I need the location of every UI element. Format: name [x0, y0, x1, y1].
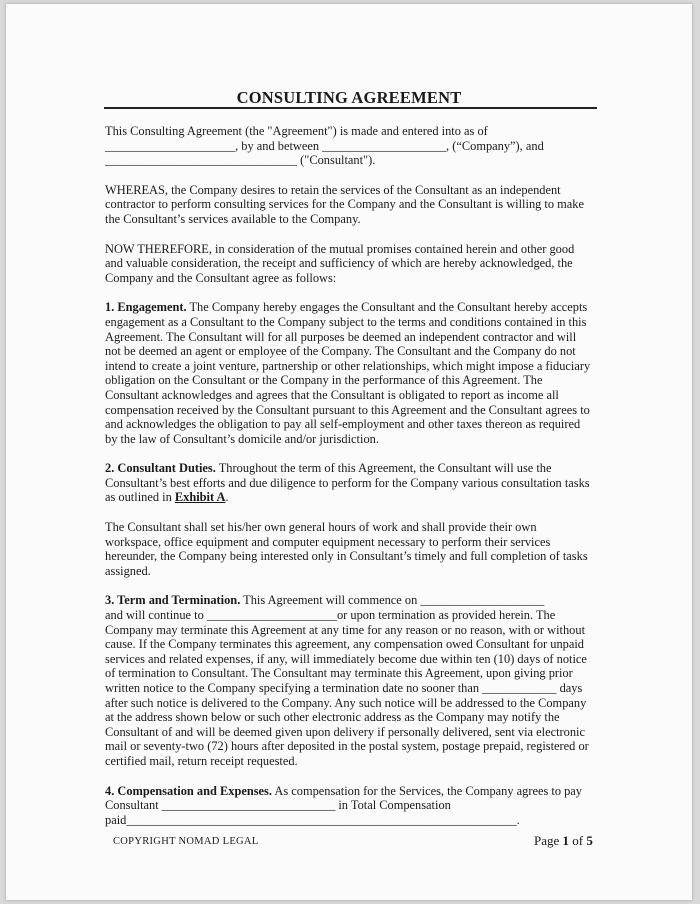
engagement-section: [105, 300, 605, 446]
text-line: 1. Engagement. The Company hereby engages the Consultant and the Consultant hereby accepts: [105, 300, 588, 315]
text-line: _____________________, by and between ____________________, (“Company”), and: [105, 138, 544, 153]
footer-copyright: COPYRIGHT NOMAD LEGAL: [113, 836, 259, 847]
text-line: cause. If the Company terminates this agreement, any compensation owed Consultant for unpaid: [105, 637, 584, 652]
document-title: CONSULTING AGREEMENT: [236, 88, 462, 107]
text-line: after such notice is delivered to the Company. Any such notice will be addressed to the Company: [105, 695, 587, 710]
section-heading: 2. Consultant Duties.: [105, 461, 216, 476]
text-line: of termination to Consultant. The Consultant may terminate this Agreement, upon giving prior: [105, 666, 573, 681]
text-line: certified mail, return receipt requested.: [105, 753, 298, 768]
text-line: 2. Consultant Duties. Throughout the term of this Agreement, the Consultant will use the: [105, 461, 552, 476]
text-line: Company may terminate this Agreement at any time for any reason or no reason, with or without: [105, 622, 586, 637]
preamble-paragraph: [105, 124, 605, 168]
text-line: assigned.: [105, 563, 151, 578]
text-line: not be deemed an agent or employee of the Company. The Consultant and the Company do not: [105, 344, 576, 359]
text-line: workspace, office equipment and computer equipment necessary to perform their services: [105, 534, 551, 549]
text-line: the Consultant’s services available to the Company.: [105, 211, 361, 226]
document-body: [105, 124, 605, 827]
text-line: engagement as a Consultant to the Company subject to the terms and conditions contained in this: [105, 314, 587, 329]
text-line: Consultant acknowledges and agrees that the Consultant is obligated to report as income all: [105, 387, 559, 402]
text-line: Company and the Consultant agree as follows:: [105, 270, 337, 285]
text-line: _______________________________ ("Consultant").: [105, 153, 376, 168]
text-line: 4. Compensation and Expenses. As compensation for the Services, the Company agrees to pay: [105, 783, 583, 798]
text-line: obligation on the Consultant or the Company in the performance of this Agreement. The: [105, 373, 543, 388]
text-line: 3. Term and Termination. This Agreement will commence on ____________________: [105, 593, 545, 608]
text-line: and will continue to _____________________or upon termination as provided herein. The: [105, 608, 556, 623]
text-line: as outlined in Exhibit A.: [105, 490, 229, 505]
text-line: The Consultant shall set his/her own general hours of work and shall provide their own: [105, 520, 537, 535]
text-line: services and related expenses, if any, will immediately become due within ten (10) days of notice: [105, 651, 587, 666]
document-page: [6, 4, 692, 900]
whereas-paragraph: [105, 183, 605, 227]
text-line: Consultant’s best efforts and due diligence to perform for the Company various consultation tasks: [105, 475, 590, 490]
text-line: This Consulting Agreement (the "Agreement") is made and entered into as of: [105, 124, 488, 138]
text-line: Agreement. The Consultant will for all purposes be deemed an independent contractor and will: [105, 329, 577, 344]
text-line: and valuable consideration, the receipt and sufficiency of which are hereby acknowledged, the: [105, 256, 573, 271]
text-line: and acknowledges the obligation to pay all self-employment and other taxes thereon as required: [105, 417, 581, 432]
text-line: WHEREAS, the Company desires to retain the services of the Consultant as an independent: [105, 182, 561, 197]
text-line: intend to create a joint venture, partnership or other relationships, which might impose a fiduciary: [105, 358, 591, 373]
current-page: 1: [562, 833, 570, 848]
compensation-section: [105, 784, 605, 828]
exhibit-a-reference: Exhibit A: [174, 490, 226, 505]
title-underline: [104, 107, 597, 109]
section-heading: 1. Engagement.: [105, 300, 187, 315]
text-line: paid_______________________________________________________________.: [105, 812, 520, 827]
section-heading: 4. Compensation and Expenses.: [105, 783, 272, 798]
text-line: compensation received by the Consultant pursuant to this Agreement and the Consultant agrees to: [105, 402, 590, 417]
text-line: by the law of Consultant’s domicile and/or jurisdiction.: [105, 431, 379, 446]
hours-paragraph: [105, 520, 605, 578]
text-line: mail or seventy-two (72) hours after deposited in the postal system, postage prepaid, registered or: [105, 739, 589, 754]
text-line: hereunder, the Company being interested only in Consultant’s timely and full completion of tasks: [105, 549, 588, 564]
text-line: written notice to the Company specifying a termination date no sooner than ____________ days: [105, 681, 583, 695]
section-heading: 3. Term and Termination.: [105, 593, 241, 608]
duties-section: [105, 461, 605, 505]
total-pages: 5: [586, 833, 593, 848]
text-line: Consultant ____________________________ in Total Compensation: [105, 798, 451, 813]
now-therefore-paragraph: [105, 242, 605, 286]
text-line: contractor to perform consulting services for the Company and the Consultant is willing to make: [105, 197, 584, 212]
text-line: Consultant of and will be deemed given upon delivery if personally delivered, sent via electronic: [105, 724, 585, 739]
term-section: [105, 593, 605, 768]
text-line: at the address shown below or such other electronic address as the Company may notify the: [105, 710, 560, 725]
text-line: NOW THEREFORE, in consideration of the mutual promises contained herein and other good: [105, 241, 575, 256]
page-number: Page 1 of 5: [534, 833, 593, 848]
